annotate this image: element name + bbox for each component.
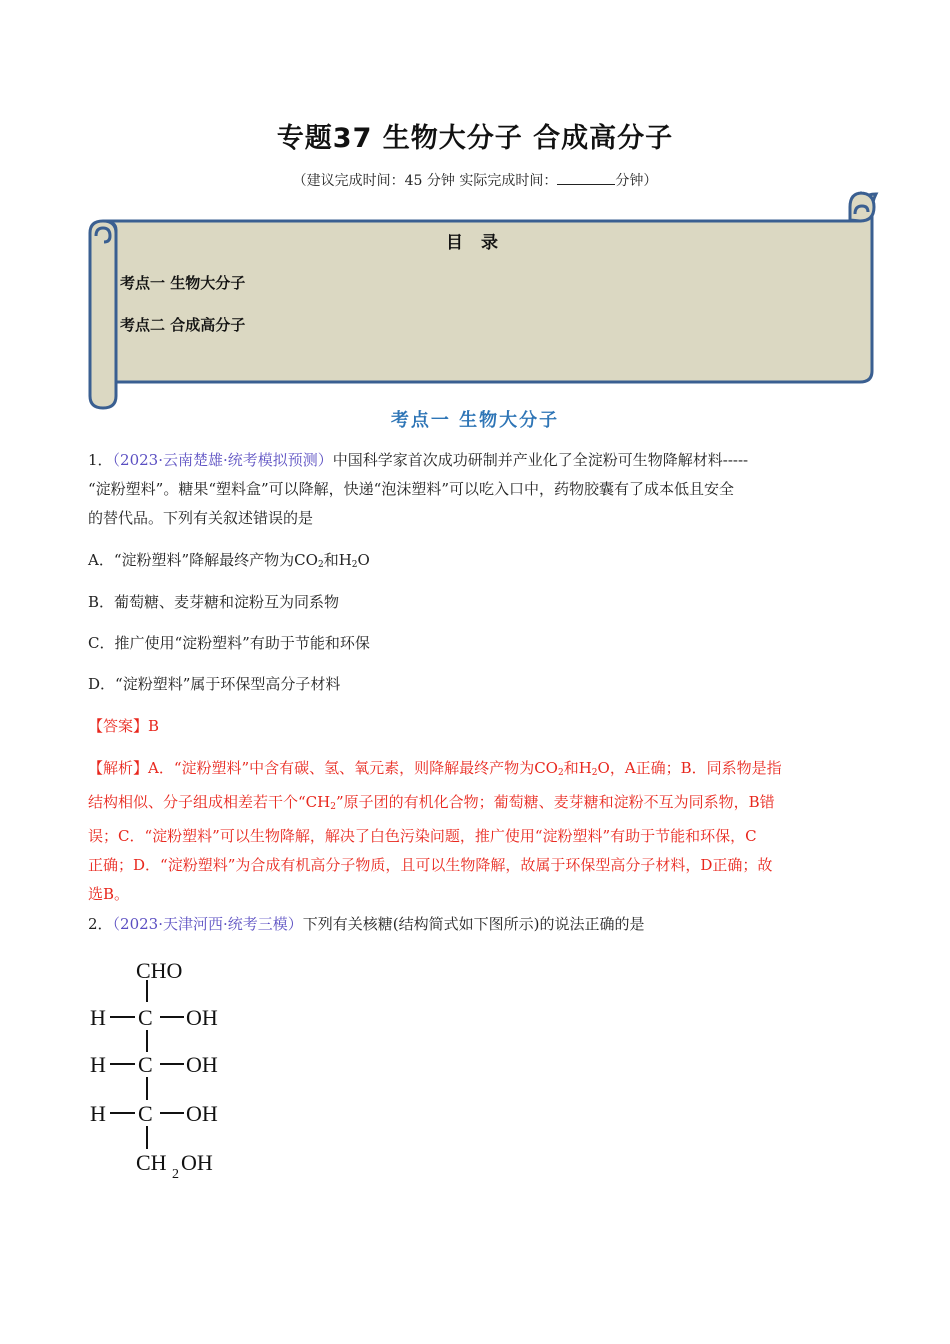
question-source: （2023·云南楚雄·统考模拟预测） (112, 451, 333, 469)
time-note-suffix: 分钟） (615, 173, 658, 189)
hydroxymethyl-subscript: 2 (172, 1167, 179, 1182)
question-1 (88, 446, 860, 533)
analysis-line-4: 正确；D．“淀粉塑料”为合成有机高分子物质，且可以生物降解，故属于环保型高分子材料，D正确；故 (88, 856, 773, 874)
analysis-text: O，A正确；B．同系物是指 (597, 759, 782, 777)
question-number: 1． (88, 451, 113, 469)
carbon-atom: C (138, 1052, 153, 1077)
stem-text: 下列有关核糖(结构简式如下图所示)的说法正确的是 (302, 915, 645, 933)
question-2 (88, 910, 860, 939)
analysis (88, 754, 860, 909)
hydroxyl-group: OH (186, 1052, 218, 1077)
scroll-shape (90, 193, 876, 408)
toc-item-1[interactable]: 考点一 生物大分子 (120, 274, 246, 292)
hydroxyl-group: OH (186, 1101, 218, 1126)
carbon-atom: C (138, 1101, 153, 1126)
hydrogen-atom: H (90, 1052, 106, 1077)
question-source: （2023·天津河西·统考三模） (112, 915, 303, 933)
analysis-line-3: 误；C．“淀粉塑料”可以生物降解，解决了白色污染问题，推广使用“淀粉塑料”有助于节能和环保，C (88, 827, 757, 845)
option-a-text: O (357, 551, 370, 569)
analysis-text: 和H (563, 759, 592, 777)
subscript: 2 (317, 560, 324, 570)
hydroxymethyl-group-ch: CH (136, 1150, 167, 1175)
toc-heading: 目 录 (446, 233, 504, 253)
analysis-line-5: 选B。 (88, 885, 130, 903)
question-1-stem-line-2: “淀粉塑料”。糖果“塑料盒”可以降解，快递“泡沫塑料”可以吃入口中，药物胶囊有了成本低且安全 (88, 480, 735, 498)
page-title: 专题37 生物大分子 合成高分子 (276, 123, 674, 154)
option-d[interactable]: D．“淀粉塑料”属于环保型高分子材料 (88, 675, 341, 693)
option-a[interactable] (88, 546, 860, 580)
toc-item-2[interactable]: 考点二 合成高分子 (120, 316, 246, 334)
analysis-text: 结构相似、分子组成相差若干个“CH (88, 793, 331, 811)
carbon-atom: C (138, 1005, 153, 1030)
analysis-line-1 (88, 754, 860, 788)
question-number: 2． (88, 915, 113, 933)
aldehyde-group: CHO (136, 958, 183, 983)
section-heading: 考点一 生物大分子 (390, 410, 560, 431)
toc-scroll-frame (0, 0, 950, 420)
hydrogen-atom: H (90, 1005, 106, 1030)
analysis-text: A．“淀粉塑料”中含有碳、氢、氧元素，则降解最终产物为CO (148, 759, 558, 777)
hydrogen-atom: H (90, 1101, 106, 1126)
ribose-structure-diagram (80, 950, 260, 1190)
subscript: 2 (557, 768, 564, 778)
subscript: 2 (330, 802, 336, 812)
option-c[interactable]: C．推广使用“淀粉塑料”有助于节能和环保 (88, 634, 370, 652)
hydroxyl-group: OH (186, 1005, 218, 1030)
option-a-text: 和H (323, 551, 352, 569)
question-1-stem-line-1 (88, 446, 860, 475)
stem-text: 中国科学家首次成功研制并产业化了全淀粉可生物降解材料----- (332, 451, 749, 469)
analysis-label: 【解析】 (88, 759, 149, 777)
subscript: 2 (591, 768, 598, 778)
option-b[interactable]: B．葡萄糖、麦芽糖和淀粉互为同系物 (88, 593, 340, 611)
subscript: 2 (351, 560, 358, 570)
option-a-text: A．“淀粉塑料”降解最终产物为CO (88, 551, 318, 569)
analysis-text: ”原子团的有机化合物；葡萄糖、麦芽糖和淀粉不互为同系物，B错 (335, 793, 775, 811)
time-note-prefix: （建议完成时间：45 分钟 实际完成时间： (292, 173, 558, 189)
hydroxymethyl-group-oh: OH (181, 1150, 213, 1175)
answer: 【答案】B (88, 717, 160, 735)
question-1-stem-line-3: 的替代品。下列有关叙述错误的是 (88, 509, 314, 527)
analysis-line-2 (88, 788, 860, 822)
